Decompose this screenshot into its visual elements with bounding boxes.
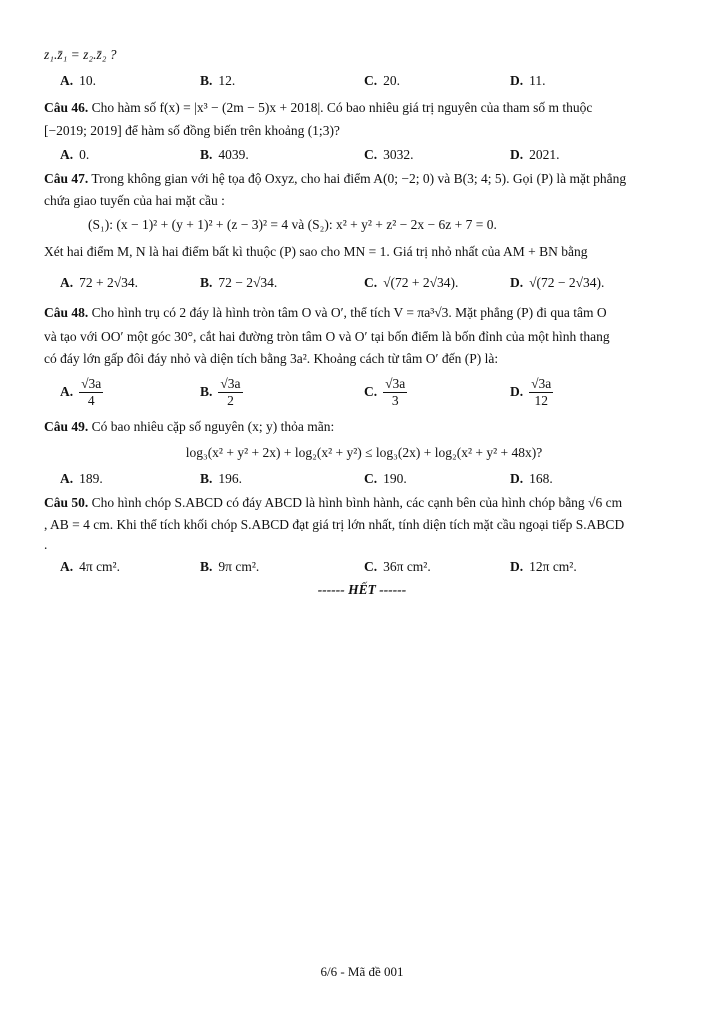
option-label: B. [200,73,213,88]
option-text: √(72 + 2√34). [383,275,459,290]
q46-option-a [60,146,89,164]
option-label: C. [364,147,378,162]
q50-option-b [200,558,259,576]
option-text: 72 − 2√34. [218,275,278,290]
q50-option-a [60,558,120,576]
q46-option-d [510,146,560,164]
question-number: Câu 50. [44,495,89,510]
option-text: 0. [79,147,90,162]
option-label: A. [60,73,74,88]
q49-option-d [510,470,553,488]
option-text: 168. [529,471,553,486]
q50-line-3: . [44,537,48,552]
option-label: B. [200,559,213,574]
option-label: A. [60,147,74,162]
q45-option-c [364,72,400,90]
option-label: D. [510,471,524,486]
q46-line-1 [44,99,684,117]
q46-stem: Cho hàm số f(x) = |x³ − (2m − 5)x + 2018|. Có bao nhiêu giá trị nguyên của tham số m thuộc [91,100,593,115]
q45-option-b [200,72,235,90]
q47-line-2: chứa giao tuyến của hai mặt cầu : [44,193,225,208]
option-text: √(72 − 2√34). [529,275,605,290]
option-label: B. [200,471,213,486]
q46-option-c [364,146,414,164]
end-marker: ------ HẾT ------ [317,582,407,597]
q45-stem-tail: z₁.z̄₁ = z₂.z̄₂ ? [44,47,117,62]
fraction [383,376,407,409]
q45-option-a [60,72,96,90]
fraction-denominator: 2 [227,393,234,408]
fraction-numerator: √3a [531,376,552,391]
q49-formula: log₃(x² + y² + 2x) + log₂(x² + y²) ≤ log₃(2x) + log₂(x² + y² + 48x)? [185,445,543,460]
q45-option-d [510,72,546,90]
option-text: 20. [383,73,400,88]
q49-line-1 [44,418,684,436]
q50-line-1 [44,494,684,512]
option-label: B. [200,383,213,399]
q47-line-4: Xét hai điểm M, N là hai điểm bất kì thuộc (P) sao cho MN = 1. Giá trị nhỏ nhất của AM + BN bằng [44,244,588,259]
q46-option-b [200,146,249,164]
option-text: 11. [529,73,546,88]
q47-stem: Trong không gian với hệ tọa độ Oxyz, cho hai điểm A(0; −2; 0) và B(3; 4; 5). Gọi (P) là mặt phẳng [91,171,627,186]
q50-stem: Cho hình chóp S.ABCD có đáy ABCD là hình bình hành, các cạnh bên của hình chóp bằng √6 cm [91,495,623,510]
option-text: 189. [79,471,103,486]
fraction-numerator: √3a [220,376,241,391]
q47-spheres-formula: (S₁): (x − 1)² + (y + 1)² + (z − 3)² = 4 và (S₂): x² + y² + z² − 2x − 6z + 7 = 0. [88,217,497,232]
fraction-denominator: 4 [87,393,95,408]
option-label: A. [60,471,74,486]
option-label: D. [510,559,524,574]
q49-option-b [200,470,242,488]
option-text: 12π cm². [529,559,577,574]
option-text: 12. [218,73,236,88]
q48-line-3: có đáy lớn gấp đôi đáy nhỏ và diện tích bằng 3a². Khoảng cách từ tâm O′ đến (P) là: [44,351,499,366]
option-label: D. [510,275,524,290]
page-footer: 6/6 - Mã đề 001 [320,964,404,979]
option-text: 2021. [529,147,560,162]
option-text: 190. [383,471,407,486]
fraction [79,376,103,409]
option-label: B. [200,147,213,162]
fraction [529,376,553,409]
q47-option-d [510,274,604,292]
q50-line-2: , AB = 4 cm. Khi thể tích khối chóp S.ABCD đạt giá trị lớn nhất, tính diện tích mặt cầu ngoại tiếp S.ABCD [44,517,625,532]
q48-option-c [364,376,407,409]
q48-stem: Cho hình trụ có 2 đáy là hình tròn tâm O và O′, thể tích V = πa³√3. Mặt phẳng (P) đi qua tâm O [91,305,607,320]
fraction-denominator: 3 [391,393,399,408]
option-label: C. [364,471,378,486]
option-text: 9π cm². [218,559,260,574]
option-label: D. [510,73,524,88]
q50-option-c [364,558,431,576]
question-number: Câu 46. [44,100,89,115]
q48-line-1 [44,304,684,322]
q48-option-a [60,376,103,409]
q47-option-c [364,274,458,292]
option-label: A. [60,559,74,574]
q46-line-2: [−2019; 2019] để hàm số đồng biến trên khoảng (1;3)? [44,123,340,138]
question-number: Câu 47. [44,171,89,186]
option-text: 4039. [218,147,249,162]
fraction-denominator: 12 [534,393,548,408]
q49-option-a [60,470,103,488]
option-text: 36π cm². [383,559,431,574]
q49-option-c [364,470,407,488]
option-text: 10. [79,73,96,88]
option-label: A. [60,275,74,290]
option-label: B. [200,275,213,290]
option-label: D. [510,383,524,399]
q50-option-d [510,558,577,576]
q47-option-a [60,274,138,292]
fraction-numerator: √3a [385,376,406,391]
option-label: C. [364,275,378,290]
option-text: 4π cm². [79,559,120,574]
q49-stem: Có bao nhiêu cặp số nguyên (x; y) thỏa mãn: [91,419,335,434]
q48-option-d [510,376,553,409]
option-label: C. [364,559,378,574]
option-label: A. [60,383,74,399]
option-label: C. [364,73,378,88]
q48-line-2: và tạo với OO′ một góc 30°, cắt hai đường tròn tâm O và O′ tại bốn điểm là bốn đỉnh của một hình thang [44,329,610,344]
fraction [218,376,242,409]
q47-line-1 [44,170,684,188]
question-number: Câu 48. [44,305,89,320]
option-label: C. [364,383,378,399]
fraction-numerator: √3a [81,376,102,391]
option-label: D. [510,147,524,162]
q48-option-b [200,376,243,409]
option-text: 3032. [383,147,414,162]
question-number: Câu 49. [44,419,89,434]
option-text: 196. [218,471,243,486]
q47-option-b [200,274,277,292]
option-text: 72 + 2√34. [79,275,139,290]
